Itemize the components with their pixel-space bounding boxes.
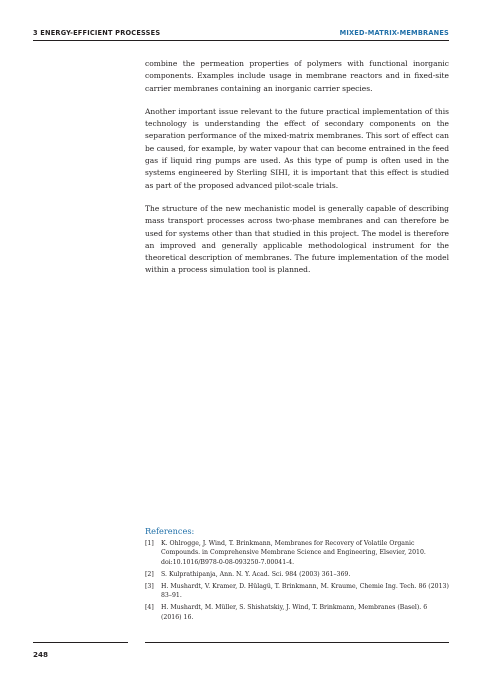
section-title: MIXED-MATRIX-MEMBRANES: [339, 29, 449, 37]
body-text: [145, 58, 449, 288]
page-number: 248: [33, 650, 49, 659]
chapter-title: 3 ENERGY-EFFICIENT PROCESSES: [33, 29, 161, 37]
reference-item: [145, 582, 449, 601]
references-section: [145, 526, 449, 625]
reference-item: [145, 539, 449, 567]
reference-number: [3]: [145, 582, 154, 590]
reference-text: H. Mushardt, V. Kramer, D. Hülagü, T. Brinkmann, M. Kraume, Chemie Ing. Tech. 86 (2013) 83–91.: [161, 582, 449, 600]
paragraph: combine the permeation properties of polymers with functional inorganic components. Examples include usage in membrane reactors and in fixed-site carrier membranes containing an inorganic carrier species.: [145, 59, 449, 93]
reference-item: [145, 570, 449, 579]
references-title: References:: [145, 526, 195, 536]
reference-text: S. Kulprathipanja, Ann. N. Y. Acad. Sci. 984 (2003) 361–369.: [161, 570, 351, 578]
reference-text: K. Ohlrogge, J. Wind, T. Brinkmann, Membranes for Recovery of Volatile Organic Compounds. in Comprehensive Membrane Science and Engineering, Elsevier, 2010. doi:10.1016/B978-0-08-093250-7.00041-4.: [161, 540, 426, 566]
reference-number: [4]: [145, 604, 154, 612]
footer-divider-right: [145, 642, 449, 643]
reference-item: [145, 603, 449, 622]
reference-number: [2]: [145, 570, 154, 578]
paragraph: Another important issue relevant to the future practical implementation of this technology is understanding the effect of secondary components on the separation performance of the mixed-matrix membranes. This sort of effect can be caused, for example, by water vapour that can become entrained in the feed gas if liquid ring pumps are used. As this type of pump is often used in the systems engineered by Sterling SIHI, it is important that this effect is studied as part of the proposed advanced pilot-scale trials.: [145, 106, 449, 190]
reference-text: H. Mushardt, M. Müller, S. Shishatskiy, J. Wind, T. Brinkmann, Membranes (Basel). 6 (2016) 16.: [161, 604, 428, 621]
header-divider: [33, 40, 449, 41]
footer-divider-left: [33, 642, 128, 643]
reference-number: [1]: [145, 540, 154, 547]
paragraph: The structure of the new mechanistic model is generally capable of describing mass transport processes across two-phase membranes and can therefore be used for systems other than that studied in this project. The model is therefore an improved and generally applicable methodological instrument for the theoretical description of membranes. The future implementation of the model within a process simulation tool is planned.: [145, 203, 449, 275]
